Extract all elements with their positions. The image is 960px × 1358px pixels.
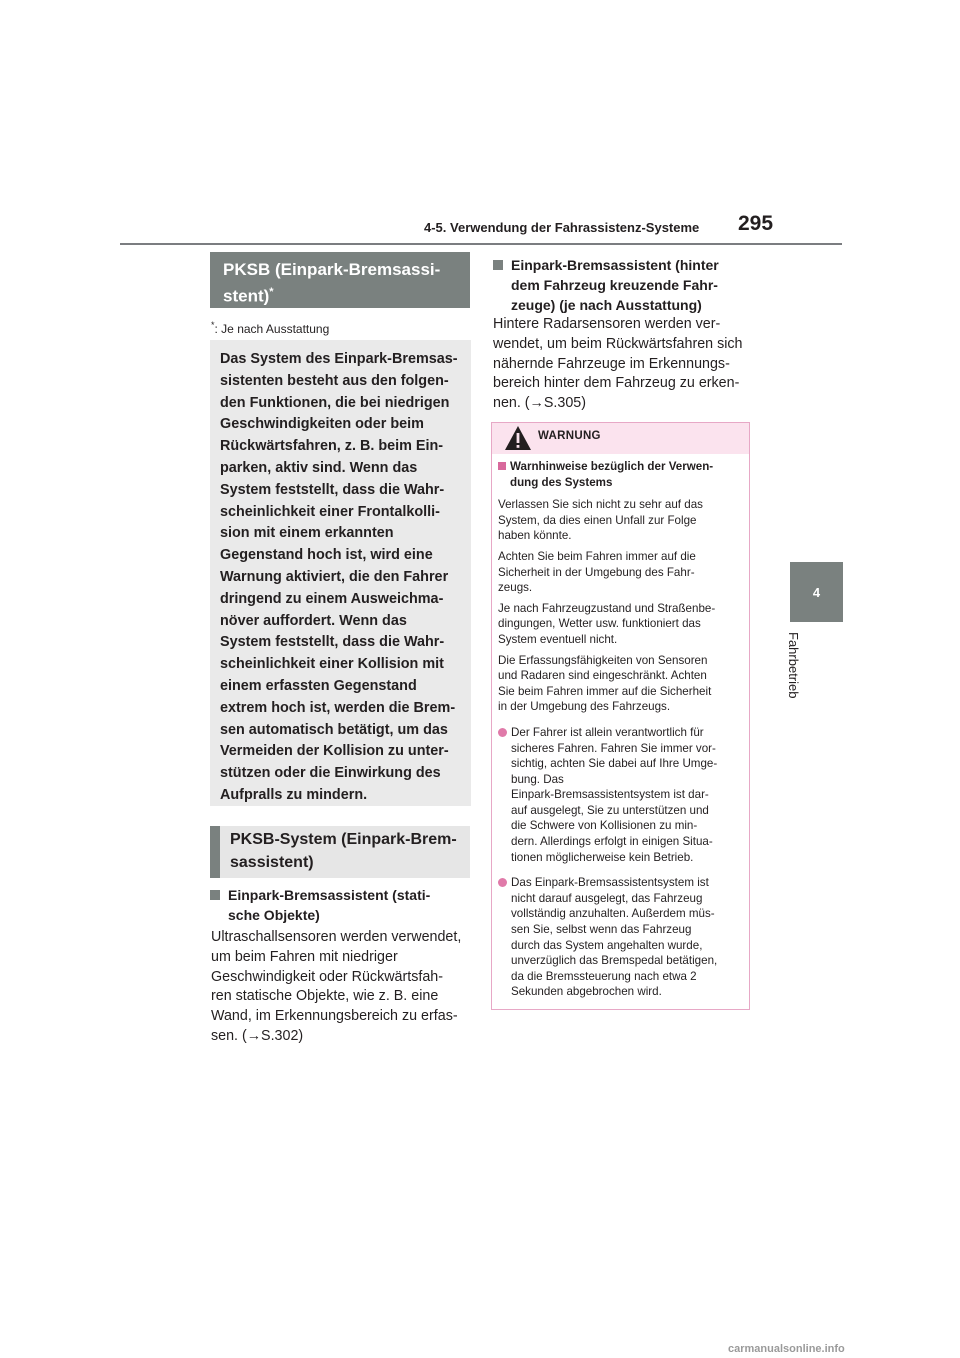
paragraph-line: nähernde Fahrzeuge im Erkennungs-	[493, 355, 730, 372]
intro-line: növer auffordert. Wenn das	[220, 612, 407, 629]
warning-line: die Schwere von Kollisionen zu min-	[511, 819, 698, 833]
warning-line: auf ausgelegt, Sie zu unterstützen und	[511, 803, 709, 817]
paragraph-static-objects	[211, 928, 473, 1047]
subheading-line: sche Objekte)	[228, 907, 320, 923]
paragraph-line: Geschwindigkeit oder Rückwärtsfah-	[211, 968, 444, 985]
footnote	[211, 320, 329, 336]
intro-line: Vermeiden der Kollision zu unter-	[220, 743, 449, 760]
circle-bullet-icon	[498, 878, 507, 887]
warning-line: tionen möglicherweise kein Betrieb.	[511, 850, 694, 864]
warning-paragraph	[498, 497, 741, 544]
square-bullet-icon	[498, 462, 506, 470]
intro-line: sion mit einem erkannten	[220, 525, 394, 542]
warning-subheading-line: dung des Systems	[510, 475, 613, 489]
paragraph-line: bereich hinter dem Fahrzeug zu erken-	[493, 375, 740, 392]
warning-line: in der Umgebung des Fahrzeugs.	[498, 700, 671, 714]
warning-paragraph	[498, 549, 741, 596]
intro-line: Warnung aktiviert, die den Fahrer	[220, 568, 449, 585]
paragraph-line: um beim Fahren mit niedriger	[211, 948, 398, 965]
warning-line: Sie beim Fahren immer auf die Sicherheit	[498, 684, 712, 698]
footnote-asterisk: *	[211, 320, 215, 330]
square-bullet-icon	[493, 260, 503, 270]
warning-box	[491, 422, 750, 1010]
paragraph-crossing-vehicles	[493, 315, 753, 414]
warning-line: dern. Allerdings erfolgt in einigen Situa-	[511, 835, 713, 849]
warning-line: da die Bremssteuerung nach etwa 2	[511, 969, 697, 983]
intro-line: Rückwärtsfahren, z. B. beim Ein-	[220, 438, 444, 455]
warning-line: haben könnte.	[498, 529, 572, 543]
warning-line: System, da dies einen Unfall zur Folge	[498, 513, 697, 527]
chapter-tab: 4	[790, 562, 843, 622]
subheading-crossing-vehicles	[493, 255, 753, 315]
subheading-static-objects	[210, 885, 472, 925]
chapter-label-text: Fahrbetrieb	[786, 632, 801, 699]
footnote-text: : Je nach Ausstattung	[214, 322, 330, 336]
warning-line: System eventuell nicht.	[498, 632, 618, 646]
intro-line: scheinlichkeit einer Kollision mit	[220, 656, 444, 673]
paragraph-line: ren statische Objekte, wie z. B. eine	[211, 988, 439, 1005]
warning-line: und Radaren sind eingeschränkt. Achten	[498, 669, 707, 683]
intro-line: sistenten besteht aus den folgen-	[220, 372, 449, 389]
intro-box	[210, 340, 471, 806]
heading-line: sassistent)	[230, 854, 314, 871]
warning-subheading-line: Warnhinweise bezüglich der Verwen-	[510, 460, 714, 473]
section-heading-pksb-text	[223, 260, 440, 306]
warning-line: Achten Sie beim Fahren immer auf die	[498, 549, 696, 563]
intro-line: den Funktionen, die bei niedrigen	[220, 394, 450, 411]
paragraph-line: nen. (→S.305)	[493, 395, 586, 412]
intro-line: Das System des Einpark-Bremsas-	[220, 351, 458, 367]
paragraph-line: Wand, im Erkennungsbereich zu erfas-	[211, 1008, 458, 1025]
paragraph-line: wendet, um beim Rückwärtsfahren sich	[493, 335, 743, 352]
warning-line: Sekunden abgebrochen wird.	[511, 985, 662, 999]
warning-line: Der Fahrer ist allein verantwortlich für	[511, 725, 704, 739]
warning-line: zeugs.	[498, 581, 533, 595]
intro-line: System feststellt, dass die Wahr-	[220, 634, 445, 651]
subheading-line: zeuge) (je nach Ausstattung)	[511, 297, 702, 313]
warning-header	[492, 423, 749, 454]
intro-line: sen automatisch betätigt, um das	[220, 721, 448, 738]
heading-line: PKSB-System (Einpark-Brem-	[230, 831, 457, 848]
warning-line: bung. Das	[511, 772, 564, 786]
warning-line: sen Sie, selbst wenn das Fahrzeug	[511, 923, 692, 937]
intro-line: Aufpralls zu mindern.	[220, 786, 368, 803]
warning-paragraph	[498, 653, 741, 715]
warning-line: Verlassen Sie sich nicht zu sehr auf das	[498, 498, 703, 512]
warning-body	[498, 459, 741, 1000]
warning-line: sicheres Fahren. Fahren Sie immer vor-	[511, 741, 716, 755]
warning-line: sichtig, achten Sie dabei auf Ihre Umge-	[511, 757, 718, 771]
warning-line: durch das System angehalten wurde,	[511, 938, 703, 952]
intro-line: parken, aktiv sind. Wenn das	[220, 459, 418, 476]
warning-title: WARNUNG	[538, 430, 601, 442]
warning-bullet	[498, 725, 741, 865]
section-heading-pksb	[210, 252, 470, 308]
footnote-mark: *	[269, 286, 274, 298]
paragraph-line: Hintere Radarsensoren werden ver-	[493, 316, 721, 332]
paragraph-line: Ultraschallsensoren werden verwendet,	[211, 929, 462, 945]
warning-triangle-icon	[504, 425, 532, 451]
subheading-line: dem Fahrzeug kreuzende Fahr-	[511, 277, 718, 293]
subheading-line: Einpark-Bremsassistent (hinter	[511, 257, 719, 273]
warning-line: vollständig anzuhalten. Außerdem müs-	[511, 907, 715, 921]
section-title: 4-5. Verwendung der Fahrassistenz-Systeme	[424, 220, 700, 235]
paragraph-line: sen. (→S.302)	[211, 1027, 304, 1044]
warning-line: Sicherheit in der Umgebung des Fahr-	[498, 565, 695, 579]
intro-line: Geschwindigkeiten oder beim	[220, 416, 424, 433]
warning-line: Das Einpark-Bremsassistentsystem ist	[511, 876, 709, 890]
circle-bullet-icon	[498, 728, 507, 737]
section-heading-pksb-system	[210, 826, 470, 878]
warning-line: Einpark-Bremsassistentsystem ist dar-	[511, 788, 709, 802]
header-divider	[120, 243, 842, 245]
intro-line: stützen oder die Einwirkung des	[220, 765, 441, 782]
page-number: 295	[738, 212, 774, 235]
intro-line: einem erfassten Gegenstand	[220, 677, 417, 694]
warning-line: Je nach Fahrzeugzustand und Straßenbe-	[498, 601, 716, 615]
warning-line: Die Erfassungsfähigkeiten von Sensoren	[498, 653, 708, 667]
warning-paragraph	[498, 601, 741, 648]
warning-line: unverzüglich das Bremspedal betätigen,	[511, 954, 718, 968]
warning-line: dingungen, Wetter usw. funktioniert das	[498, 617, 701, 631]
warning-line: nicht darauf ausgelegt, das Fahrzeug	[511, 891, 703, 905]
heading-line: PKSB (Einpark-Bremsassi- stent)	[223, 260, 441, 306]
square-bullet-icon	[210, 890, 220, 900]
warning-bullet	[498, 875, 741, 1000]
subheading-line: Einpark-Bremsassistent (stati-	[228, 887, 431, 903]
intro-line: scheinlichkeit einer Frontalkolli-	[220, 503, 440, 520]
intro-line: Gegenstand hoch ist, wird eine	[220, 547, 433, 564]
chapter-label	[785, 632, 807, 712]
watermark: carmanualsonline.info	[728, 1343, 845, 1355]
intro-line: dringend zu einem Ausweichma-	[220, 590, 444, 607]
intro-line: System feststellt, dass die Wahr-	[220, 481, 445, 498]
warning-subheading	[498, 459, 741, 490]
intro-line: extrem hoch ist, werden die Brem-	[220, 699, 456, 716]
